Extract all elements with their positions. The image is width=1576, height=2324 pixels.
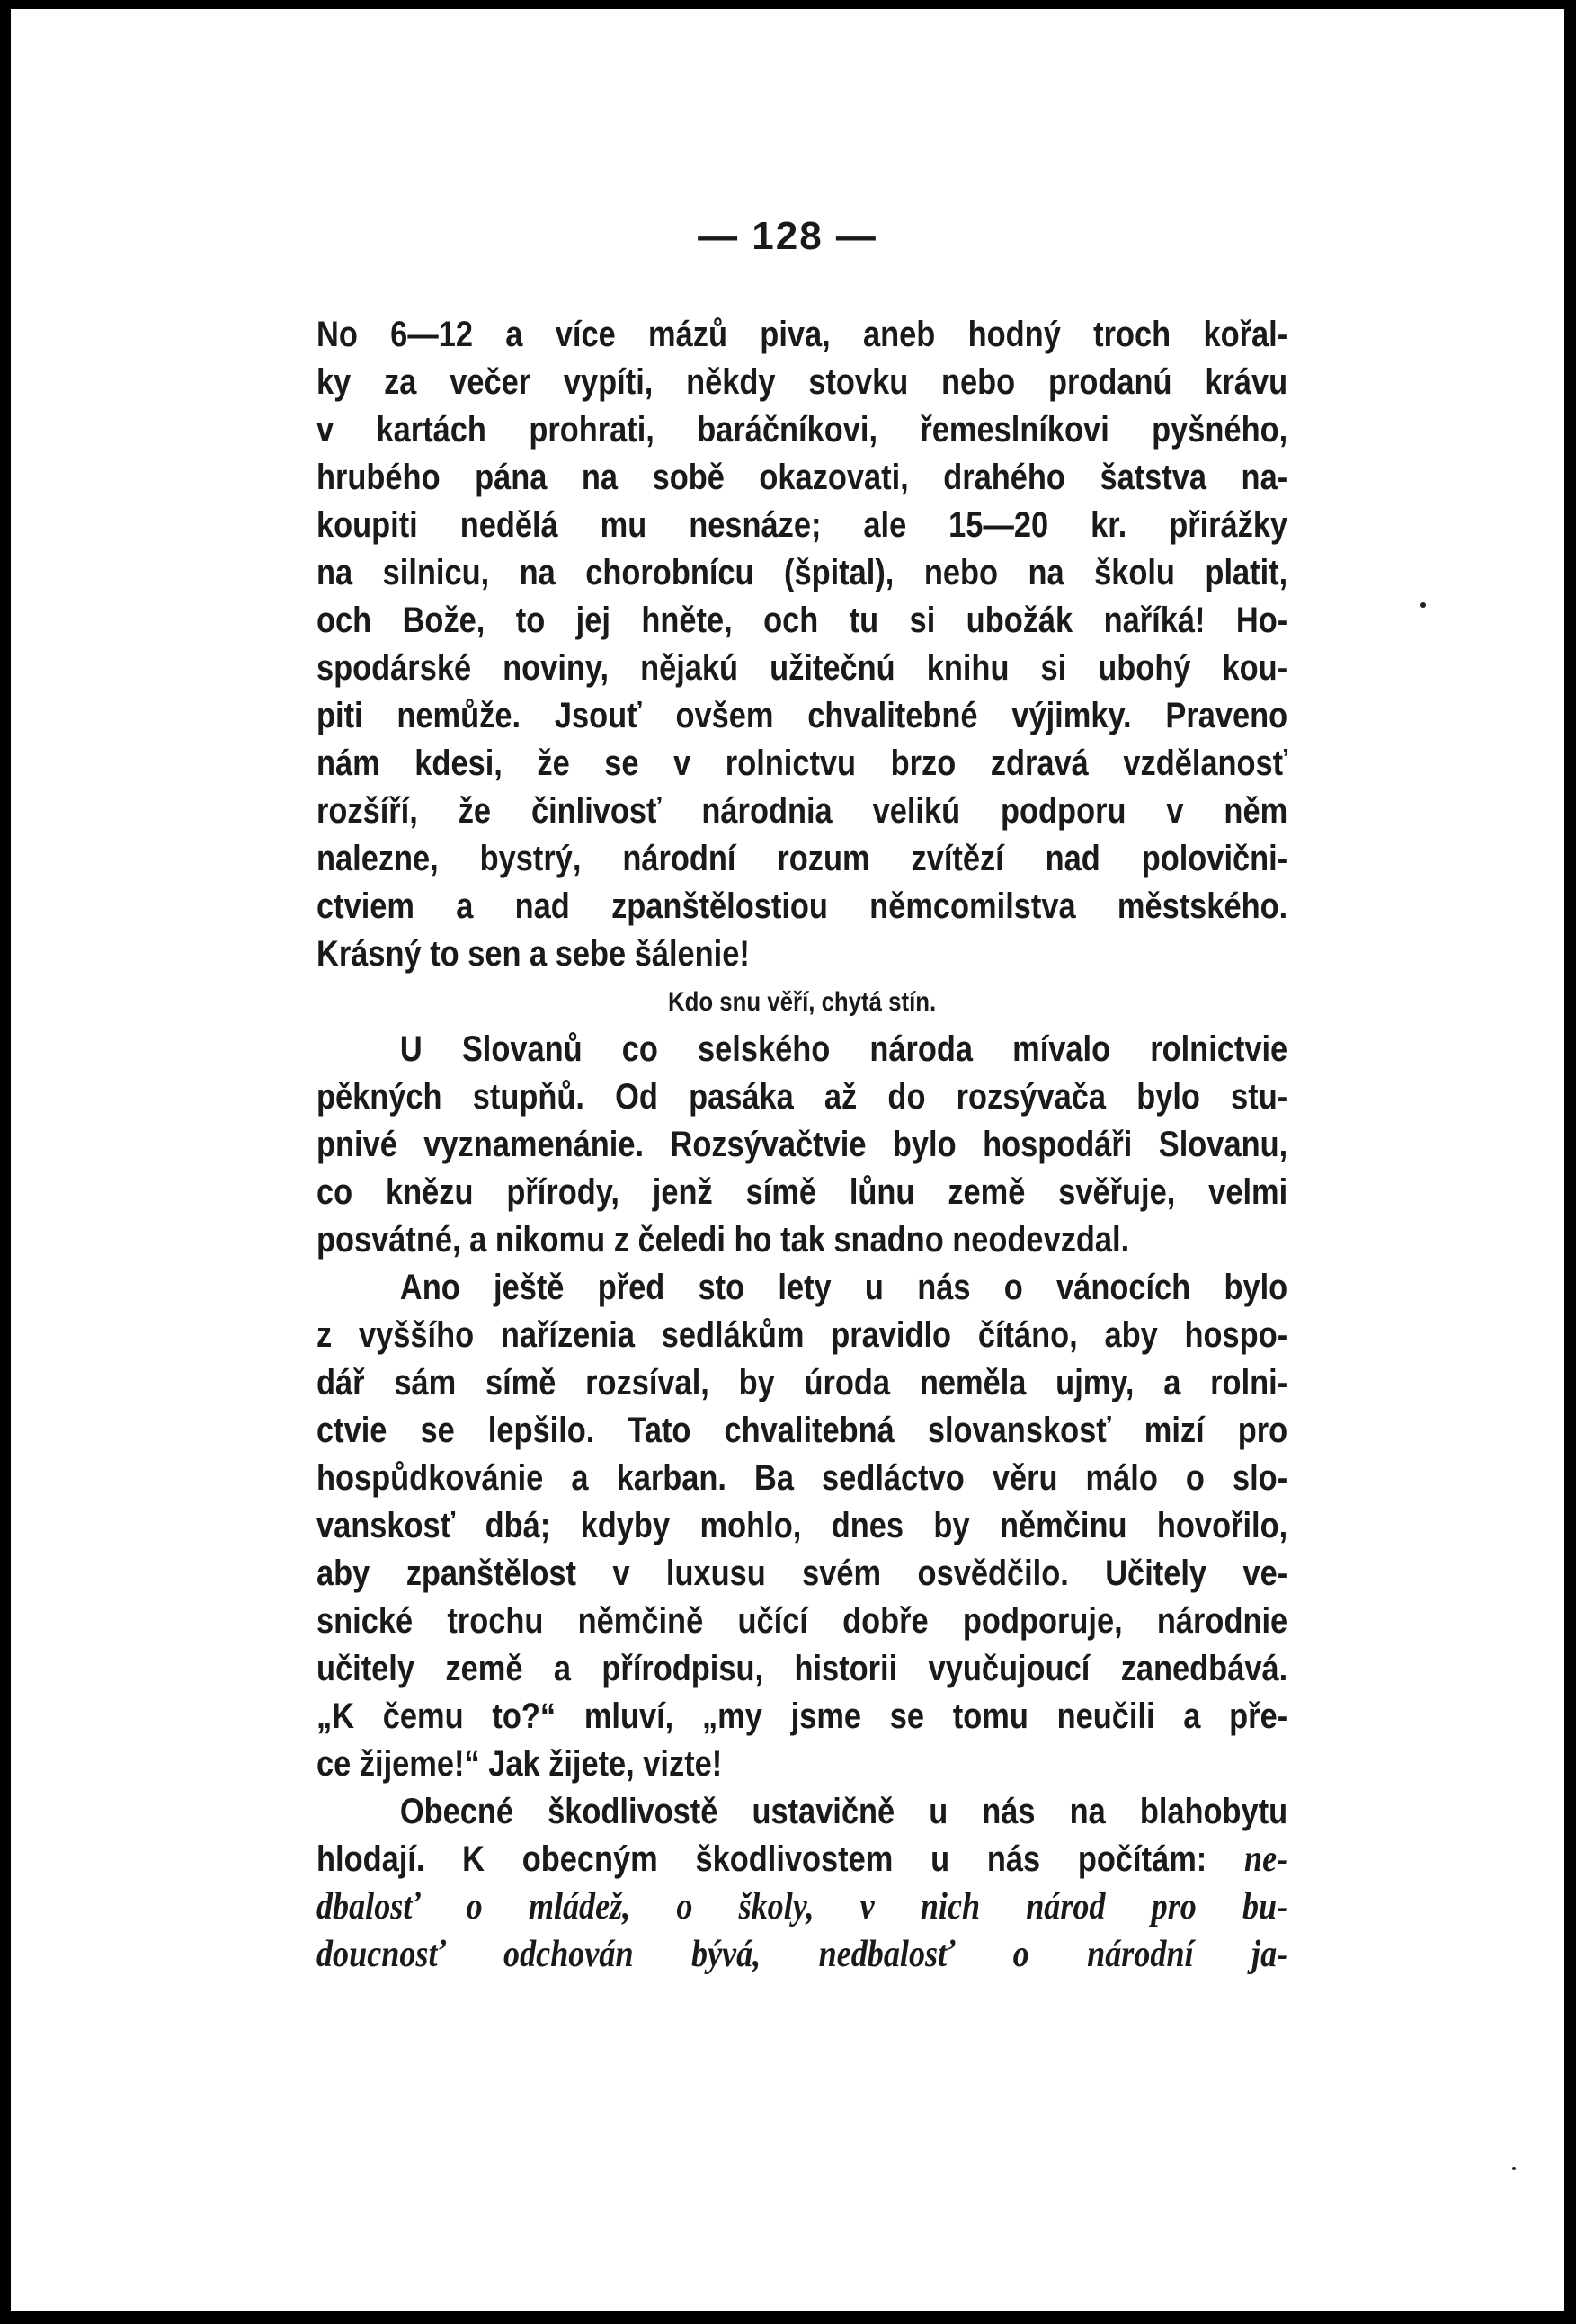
text-line: z vyššího nařízenia sedlákům pravidlo čítáno, aby hospo- (316, 1315, 1288, 1355)
text-line (316, 1883, 1287, 1931)
paper-speck (1420, 602, 1426, 608)
text-line: „K čemu to?“ mluví, „my jsme se tomu neučili a pře- (316, 1696, 1288, 1736)
text-line: nalezne, bystrý, národní rozum zvítězí nad polovični- (316, 839, 1288, 878)
text-line: U Slovanů co selského národa mívalo rolnictvie (399, 1029, 1288, 1069)
text-segment: hlodají. K obecným škodlivostem u nás počítám: (316, 1839, 1207, 1879)
page-number: — 128 — (698, 214, 877, 258)
body-text (316, 311, 1288, 1979)
italic-segment: doucnosť odchován bývá, nedbalosť o národní ja- (316, 1934, 1288, 1975)
text-line (316, 1836, 1287, 1883)
text-line: dář sám símě rozsíval, by úroda neměla ujmy, a rolni- (316, 1363, 1288, 1402)
text-line: koupiti nedělá mu nesnáze; ale 15—20 kr. přirážky (316, 505, 1288, 545)
text-line: snické trochu němčině učící dobře podporuje, národnie (316, 1601, 1288, 1641)
text-line: učitely země a přírodpisu, historii vyučujoucí zanedbává. (316, 1649, 1288, 1688)
italic-segment: dbalosť o mládež, o školy, v nich národ pro bu- (316, 1886, 1288, 1928)
italic-segment: ne- (1244, 1839, 1288, 1880)
text-line: ctviem a nad zpanštělostiou němcomilstva městského. (316, 886, 1288, 926)
text-line: aby zpanštělost v luxusu svém osvědčilo. Učitely ve- (316, 1554, 1288, 1593)
text-line: och Bože, to jej hněte, och tu si ubožák naříká! Ho- (316, 601, 1288, 640)
text-line: pěkných stupňů. Od pasáka až do rozsývača bylo stu- (316, 1077, 1288, 1117)
text-line: piti nemůže. Jsouť ovšem chvalitebné výjimky. Praveno (316, 696, 1288, 735)
text-line: spodárské noviny, nějakú užitečnú knihu si ubohý kou- (316, 648, 1288, 688)
text-line: co knězu přírody, jenž símě lůnu země svěřuje, velmi (316, 1172, 1288, 1212)
proverb: Kdo snu věří, chytá stín. (667, 987, 937, 1017)
text-line: nám kdesi, že se v rolnictvu brzo zdravá vzdělanosť (316, 744, 1288, 783)
text-line: No 6—12 a více mázů piva, aneb hodný troch kořal- (316, 315, 1288, 354)
text-line: pnivé vyznamenánie. Rozsývačtvie bylo hospodáři Slovanu, (316, 1125, 1288, 1164)
text-line: hrubého pána na sobě okazovati, drahého šatstva na- (316, 458, 1288, 497)
text-line (316, 1931, 1287, 1979)
text-line: vanskosť dbá; kdyby mohlo, dnes by němčinu hovořilo, (316, 1506, 1288, 1545)
text-line: ctvie se lepšilo. Tato chvalitebná slovanskosť mizí pro (316, 1411, 1288, 1450)
text-line: Krásný to sen a sebe šálenie! (316, 934, 750, 974)
text-line: ce žijeme!“ Jak žijete, vizte! (316, 1744, 723, 1784)
book-page (11, 9, 1564, 2311)
text-line: posvátné, a nikomu z čeledi ho tak snadno neodevzdal. (316, 1220, 1130, 1260)
text-line: rozšíří, že činlivosť národnia velikú podporu v něm (316, 791, 1288, 831)
text-line: na silnicu, na chorobnícu (špital), nebo na školu platit, (316, 553, 1288, 592)
text-line: Ano ještě před sto lety u nás o vánocích bylo (399, 1268, 1288, 1307)
text-line: Obecné škodlivostě ustavičně u nás na blahobytu (399, 1792, 1288, 1831)
text-line: v kartách prohrati, baráčníkovi, řemeslníkovi pyšného, (316, 410, 1288, 450)
text-line: ky za večer vypíti, někdy stovku nebo prodanú krávu (316, 362, 1288, 402)
text-line: hospůdkovánie a karban. Ba sedláctvo věru málo o slo- (316, 1458, 1288, 1498)
paper-speck (1512, 2167, 1516, 2170)
